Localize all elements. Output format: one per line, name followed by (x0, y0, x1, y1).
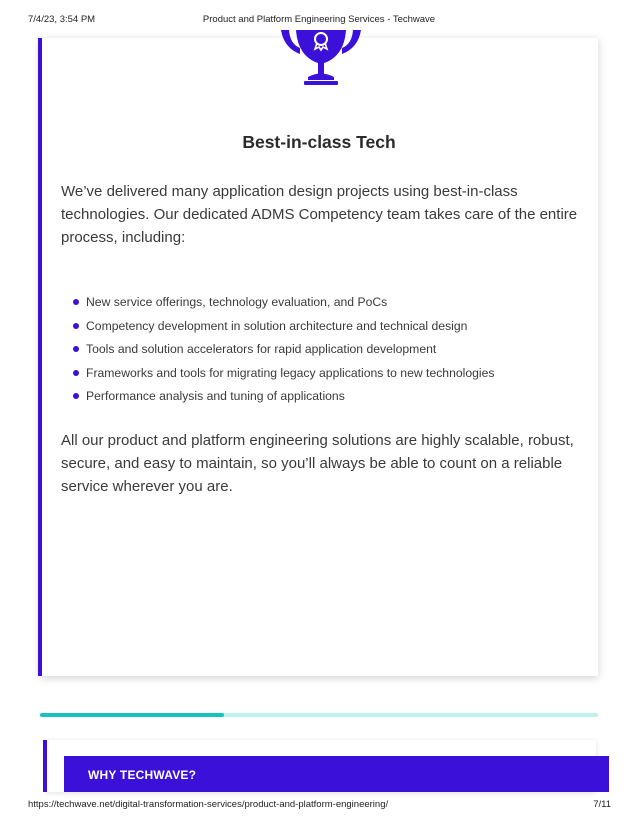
list-item: Frameworks and tools for migrating legacy applications to new technologies (73, 365, 593, 389)
capability-list (73, 294, 593, 412)
why-techwave-banner[interactable] (64, 756, 609, 792)
why-techwave-label: WHY TECHWAVE? (88, 768, 197, 782)
bullet-icon (73, 299, 79, 305)
slider-progress-track[interactable] (40, 713, 598, 717)
print-url: https://techwave.net/digital-transformation-services/product-and-platform-engineering/ (28, 799, 389, 810)
bullet-icon (73, 346, 79, 352)
list-item: New service offerings, technology evaluation, and PoCs (73, 294, 593, 318)
intro-paragraph: We’ve delivered many application design projects using best-in-class technologies. Our dedicated ADMS Competency team takes care of the entire process, including: (61, 183, 578, 246)
print-datetime: 7/4/23, 3:54 PM (28, 14, 96, 25)
print-doc-title: Product and Platform Engineering Services - Techwave (202, 14, 436, 25)
bullet-icon (73, 323, 79, 329)
list-item: Tools and solution accelerators for rapid application development (73, 341, 593, 365)
slider-progress-fill (40, 713, 224, 717)
trophy-icon (278, 30, 364, 90)
list-item: Competency development in solution architecture and technical design (73, 318, 593, 342)
section-heading: Best-in-class Tech (242, 132, 396, 152)
bullet-icon (73, 370, 79, 376)
page-number: 7/11 (593, 799, 611, 810)
bullet-icon (73, 393, 79, 399)
list-item: Performance analysis and tuning of applications (73, 388, 593, 412)
closing-paragraph: All our product and platform engineering solutions are highly scalable, robust, secure, and easy to maintain, so you’ll always be able to count on a reliable service wherever you are. (61, 432, 574, 495)
why-accent-bar (43, 740, 47, 792)
